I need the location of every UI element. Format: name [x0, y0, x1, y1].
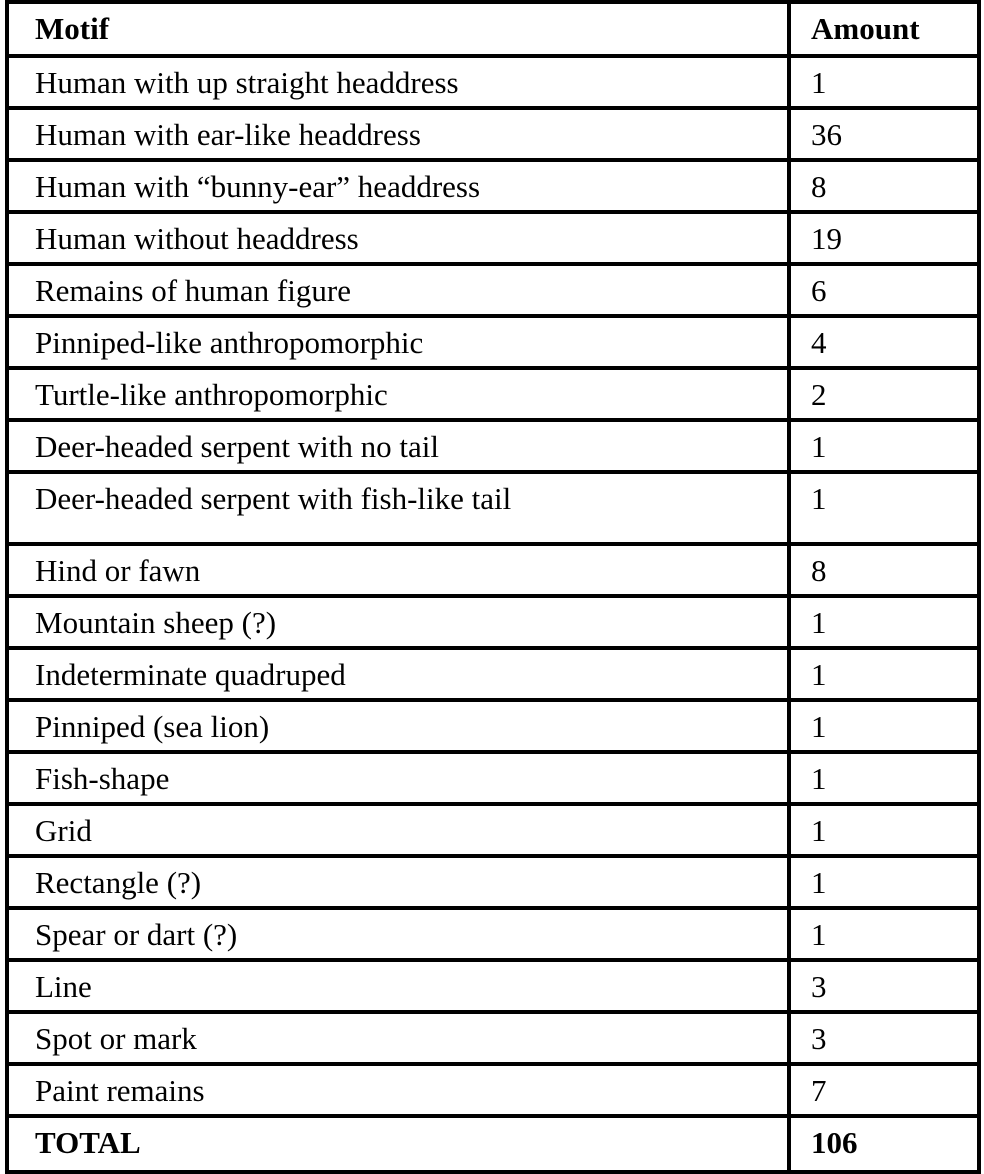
amount-cell: 3 — [789, 960, 979, 1012]
total-label-cell: TOTAL — [7, 1116, 789, 1172]
motif-cell: Pinniped (sea lion) — [7, 700, 789, 752]
amount-cell: 19 — [789, 212, 979, 264]
motif-cell: Hind or fawn — [7, 544, 789, 596]
total-row — [7, 1116, 979, 1172]
motif-cell: Remains of human figure — [7, 264, 789, 316]
table-body — [7, 56, 979, 1116]
table-row — [7, 700, 979, 752]
motif-cell: Paint remains — [7, 1064, 789, 1116]
column-header-motif: Motif — [7, 2, 789, 56]
motif-cell: Mountain sheep (?) — [7, 596, 789, 648]
table-row — [7, 212, 979, 264]
motif-cell: Grid — [7, 804, 789, 856]
table-row — [7, 908, 979, 960]
column-header-amount: Amount — [789, 2, 979, 56]
amount-cell: 1 — [789, 472, 979, 544]
motif-cell: Indeterminate quadruped — [7, 648, 789, 700]
amount-cell: 3 — [789, 1012, 979, 1064]
motif-cell: Line — [7, 960, 789, 1012]
motif-amount-table — [5, 0, 981, 1174]
motif-cell: Deer-headed serpent with no tail — [7, 420, 789, 472]
motif-cell: Deer-headed serpent with fish-like tail — [7, 472, 789, 544]
table-row — [7, 368, 979, 420]
motif-cell: Spear or dart (?) — [7, 908, 789, 960]
table-row — [7, 804, 979, 856]
table-row — [7, 544, 979, 596]
amount-cell: 6 — [789, 264, 979, 316]
motif-cell: Pinniped-like anthropomorphic — [7, 316, 789, 368]
amount-cell: 4 — [789, 316, 979, 368]
motif-cell: Human with up straight headdress — [7, 56, 789, 108]
table-row — [7, 596, 979, 648]
table-row — [7, 472, 979, 544]
amount-cell: 1 — [789, 804, 979, 856]
amount-cell: 1 — [789, 908, 979, 960]
table-row — [7, 420, 979, 472]
amount-cell: 1 — [789, 596, 979, 648]
table-row — [7, 56, 979, 108]
motif-cell: Human with ear-like headdress — [7, 108, 789, 160]
motif-cell: Turtle-like anthropomorphic — [7, 368, 789, 420]
amount-cell: 1 — [789, 752, 979, 804]
table-row — [7, 960, 979, 1012]
motif-cell: Fish-shape — [7, 752, 789, 804]
motif-cell: Human without headdress — [7, 212, 789, 264]
table-row — [7, 108, 979, 160]
motif-cell: Spot or mark — [7, 1012, 789, 1064]
table-row — [7, 316, 979, 368]
total-amount-cell: 106 — [789, 1116, 979, 1172]
amount-cell: 1 — [789, 700, 979, 752]
amount-cell: 1 — [789, 856, 979, 908]
amount-cell: 8 — [789, 544, 979, 596]
table-row — [7, 648, 979, 700]
table-header — [7, 2, 979, 56]
amount-cell: 2 — [789, 368, 979, 420]
amount-cell: 8 — [789, 160, 979, 212]
table-footer — [7, 1116, 979, 1172]
motif-cell: Human with “bunny-ear” headdress — [7, 160, 789, 212]
table-row — [7, 1012, 979, 1064]
table-row — [7, 264, 979, 316]
amount-cell: 1 — [789, 648, 979, 700]
amount-cell: 1 — [789, 420, 979, 472]
amount-cell: 1 — [789, 56, 979, 108]
motif-cell: Rectangle (?) — [7, 856, 789, 908]
amount-cell: 7 — [789, 1064, 979, 1116]
table-row — [7, 160, 979, 212]
header-row — [7, 2, 979, 56]
amount-cell: 36 — [789, 108, 979, 160]
table-row — [7, 856, 979, 908]
table-row — [7, 752, 979, 804]
table-row — [7, 1064, 979, 1116]
